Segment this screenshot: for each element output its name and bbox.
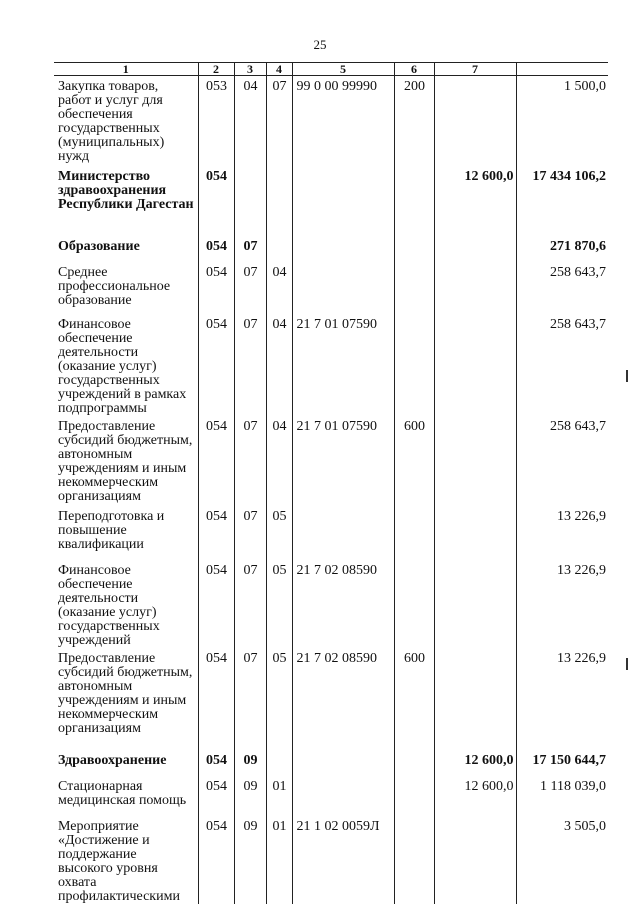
row-ministry-code: 054 [198, 166, 234, 236]
row-target-article [292, 750, 394, 776]
row-amount-total: 13 226,9 [516, 560, 608, 648]
row-target-article: 99 0 00 99990 [292, 76, 394, 166]
row-amount-col7: 12 600,0 [434, 776, 516, 816]
row-ministry-code: 054 [198, 262, 234, 314]
row-section [234, 166, 266, 236]
header-col-3: 3 [234, 63, 266, 76]
row-name: Предоставление субсидий бюджетным, автономным учреждениям и иным некоммерческим организациям [58, 418, 193, 504]
row-expense-type [394, 560, 434, 648]
row-name: Среднее профессиональное образование [58, 264, 171, 308]
row-section: 07 [234, 314, 266, 416]
row-expense-type [394, 776, 434, 816]
row-name: Финансовое обеспечение деятельности (оказание услуг) государственных учреждений [58, 562, 160, 648]
row-subsection: 04 [266, 314, 292, 416]
row-target-article [292, 166, 394, 236]
table-row [54, 776, 608, 816]
row-ministry-code: 054 [198, 776, 234, 816]
row-expense-type [394, 816, 434, 904]
row-expense-type: 600 [394, 416, 434, 506]
row-expense-type [394, 262, 434, 314]
header-col-2: 2 [198, 63, 234, 76]
row-amount-total: 1 500,0 [516, 76, 608, 166]
row-amount-total: 13 226,9 [516, 506, 608, 560]
row-section: 07 [234, 506, 266, 560]
row-target-article [292, 262, 394, 314]
table-row [54, 236, 608, 262]
row-subsection: 04 [266, 262, 292, 314]
row-name: Финансовое обеспечение деятельности (оказание услуг) государственных учреждений в рамках подпрограммы [58, 316, 187, 416]
row-target-article: 21 7 01 07590 [292, 416, 394, 506]
row-target-article: 21 7 02 08590 [292, 648, 394, 750]
row-target-article: 21 1 02 0059Л [292, 816, 394, 904]
row-ministry-code: 054 [198, 314, 234, 416]
row-amount-col7 [434, 262, 516, 314]
row-ministry-code: 054 [198, 236, 234, 262]
table-row [54, 648, 608, 750]
table-row [54, 560, 608, 648]
table-row [54, 506, 608, 560]
table-row [54, 416, 608, 506]
scan-margin-mark [626, 370, 628, 382]
header-col-7: 7 [434, 63, 516, 76]
row-amount-total: 258 643,7 [516, 262, 608, 314]
row-expense-type: 200 [394, 76, 434, 166]
row-amount-col7 [434, 314, 516, 416]
header-col-5: 5 [292, 63, 394, 76]
row-expense-type [394, 506, 434, 560]
row-subsection [266, 166, 292, 236]
row-section: 07 [234, 648, 266, 750]
row-expense-type [394, 314, 434, 416]
row-ministry-code: 053 [198, 76, 234, 166]
row-subsection: 05 [266, 560, 292, 648]
row-name: Министерство здравоохранения Республики Дагестан [58, 168, 194, 212]
row-subsection: 01 [266, 776, 292, 816]
row-ministry-code: 054 [198, 648, 234, 750]
row-target-article: 21 7 02 08590 [292, 560, 394, 648]
row-section: 04 [234, 76, 266, 166]
row-target-article [292, 236, 394, 262]
row-subsection: 05 [266, 648, 292, 750]
row-target-article [292, 776, 394, 816]
row-section: 09 [234, 816, 266, 904]
header-col-1: 1 [54, 63, 198, 76]
row-ministry-code: 054 [198, 506, 234, 560]
row-amount-total: 3 505,0 [516, 816, 608, 904]
row-subsection: 05 [266, 506, 292, 560]
table-row [54, 262, 608, 314]
table-row [54, 750, 608, 776]
row-name: Образование [58, 238, 140, 254]
row-section: 07 [234, 560, 266, 648]
budget-table [54, 62, 608, 904]
row-section: 07 [234, 416, 266, 506]
row-subsection: 04 [266, 416, 292, 506]
row-ministry-code: 054 [198, 750, 234, 776]
row-expense-type: 600 [394, 648, 434, 750]
row-section: 07 [234, 236, 266, 262]
table-row [54, 166, 608, 236]
header-row [54, 63, 608, 76]
row-expense-type [394, 750, 434, 776]
row-subsection [266, 236, 292, 262]
row-ministry-code: 054 [198, 560, 234, 648]
table-row [54, 314, 608, 416]
header-col-4: 4 [266, 63, 292, 76]
row-amount-col7 [434, 816, 516, 904]
row-amount-col7 [434, 416, 516, 506]
row-name: Стационарная медицинская помощь [58, 778, 187, 808]
row-amount-total: 17 150 644,7 [516, 750, 608, 776]
row-amount-col7 [434, 506, 516, 560]
row-name: Здравоохранение [58, 752, 167, 768]
header-col-8 [516, 63, 608, 76]
row-expense-type [394, 166, 434, 236]
row-section: 09 [234, 750, 266, 776]
row-name: Мероприятие «Достижение и поддержание высокого уровня охвата профилактическими [58, 818, 180, 904]
row-amount-col7: 12 600,0 [434, 750, 516, 776]
row-ministry-code: 054 [198, 416, 234, 506]
row-ministry-code: 054 [198, 816, 234, 904]
scan-margin-mark [626, 658, 628, 670]
row-amount-total: 13 226,9 [516, 648, 608, 750]
row-section: 09 [234, 776, 266, 816]
row-name: Переподготовка и повышение квалификации [58, 508, 165, 552]
row-amount-col7 [434, 236, 516, 262]
row-amount-total: 271 870,6 [516, 236, 608, 262]
row-expense-type [394, 236, 434, 262]
row-amount-total: 258 643,7 [516, 314, 608, 416]
row-target-article [292, 506, 394, 560]
row-section: 07 [234, 262, 266, 314]
table-row [54, 816, 608, 904]
row-name: Предоставление субсидий бюджетным, автономным учреждениям и иным некоммерческим организациям [58, 650, 193, 736]
row-subsection: 07 [266, 76, 292, 166]
row-subsection: 01 [266, 816, 292, 904]
row-name: Закупка товаров, работ и услуг для обеспечения государственных (муниципальных) нужд [58, 79, 165, 164]
table-row [54, 76, 608, 166]
row-amount-total: 258 643,7 [516, 416, 608, 506]
header-col-6: 6 [394, 63, 434, 76]
row-amount-col7 [434, 560, 516, 648]
row-amount-col7 [434, 648, 516, 750]
row-amount-col7: 12 600,0 [434, 166, 516, 236]
row-subsection [266, 750, 292, 776]
row-amount-total: 1 118 039,0 [516, 776, 608, 816]
row-amount-col7 [434, 76, 516, 166]
page-number: 25 [313, 37, 327, 52]
row-target-article: 21 7 01 07590 [292, 314, 394, 416]
row-amount-total: 17 434 106,2 [516, 166, 608, 236]
